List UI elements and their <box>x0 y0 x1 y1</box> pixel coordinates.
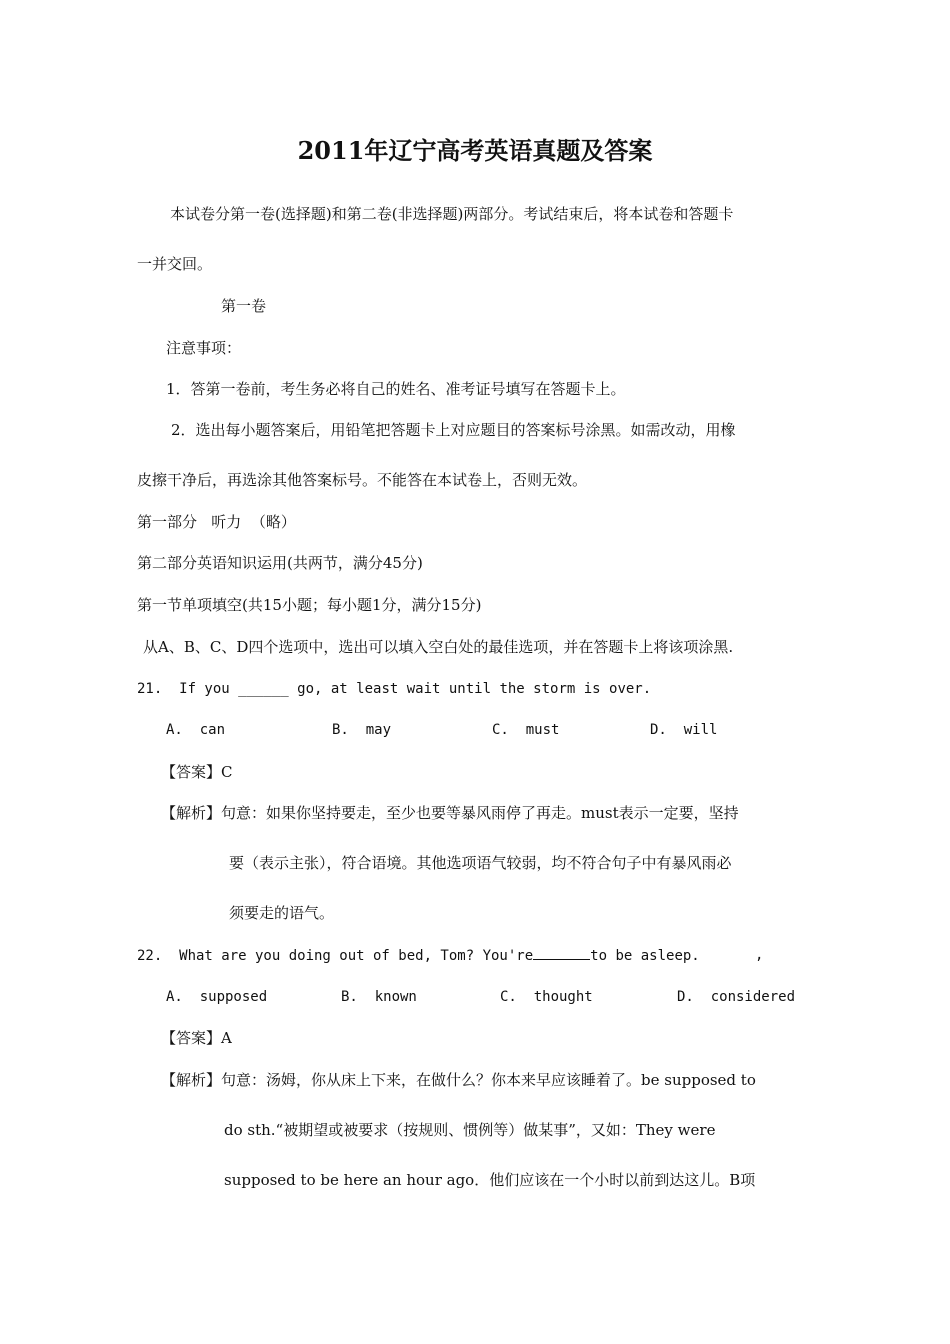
q22-answer: 【答案】A <box>161 1029 232 1047</box>
q21-option-c: C. must <box>492 722 560 738</box>
page-title: 2011年辽宁高考英语真题及答案 <box>297 136 653 165</box>
q22-analysis-line-1: 【解析】句意：汤姆，你从床上下来，在做什么？你本来早应该睡着了。be supposed to <box>161 1071 756 1089</box>
q21-analysis-line-3: 须要走的语气。 <box>229 904 335 922</box>
notice-heading: 注意事项： <box>166 339 242 357</box>
q22-option-d: D. considered <box>677 989 796 1005</box>
q21-answer: 【答案】C <box>161 763 233 781</box>
q21-blank: ______ <box>238 681 289 697</box>
q22-option-c: C. thought <box>500 989 593 1005</box>
q22-analysis-line-3: supposed to be here an hour ago．他们应该在一个小时以前到达这儿。B项 <box>224 1171 756 1189</box>
q22-blank <box>533 945 590 960</box>
volume-heading: 第一卷 <box>221 297 267 315</box>
q21-stem-start: 21. If you <box>137 681 239 697</box>
part-2-heading: 第二部分英语知识运用(共两节，满分45分) <box>137 554 423 572</box>
q21-analysis-line-1: 【解析】句意：如果你坚持要走，至少也要等暴风雨停了再走。must表示一定要，坚持 <box>161 804 739 822</box>
section-1-heading: 第一节单项填空(共15小题；每小题1分，满分15分) <box>137 596 482 614</box>
q21-stem <box>137 679 651 699</box>
q21-stem-end: go, at least wait until the storm is over. <box>288 681 652 697</box>
q21-option-d: D. will <box>650 722 718 738</box>
part-1-heading: 第一部分 听力 （略） <box>137 513 296 531</box>
q22-stray-comma: , <box>755 947 764 963</box>
q21-option-a: A. can <box>166 722 226 738</box>
intro-line-1: 本试卷分第一卷(选择题)和第二卷(非选择题)两部分。考试结束后，将本试卷和答题卡 <box>170 205 734 223</box>
q22-analysis-line-2: do sth.“被期望或被要求（按规则、惯例等）做某事”，又如：They were <box>224 1121 716 1139</box>
notice-item-2-line-2: 皮擦干净后，再选涂其他答案标号。不能答在本试卷上，否则无效。 <box>137 471 588 489</box>
q21-analysis-line-2: 要（表示主张），符合语境。其他选项语气较弱，均不符合句子中有暴风雨必 <box>229 854 732 872</box>
notice-item-1: 1．答第一卷前，考生务必将自己的姓名、准考证号填写在答题卡上。 <box>166 380 626 398</box>
notice-item-2-line-1: 2．选出每小题答案后，用铅笔把答题卡上对应题目的答案标号涂黑。如需改动，用橡 <box>171 421 736 439</box>
q22-option-a: A. supposed <box>166 989 268 1005</box>
q22-stem <box>137 945 700 966</box>
q21-option-b: B. may <box>332 722 392 738</box>
instruction-text: 从A、B、C、D四个选项中，选出可以填入空白处的最佳选项，并在答题卡上将该项涂黑. <box>143 638 734 656</box>
intro-line-2: 一并交回。 <box>137 255 213 273</box>
q22-stem-end: to be asleep. <box>590 948 700 964</box>
q22-stem-start: 22. What are you doing out of bed, Tom? You're <box>137 948 534 964</box>
q22-option-b: B. known <box>341 989 417 1005</box>
